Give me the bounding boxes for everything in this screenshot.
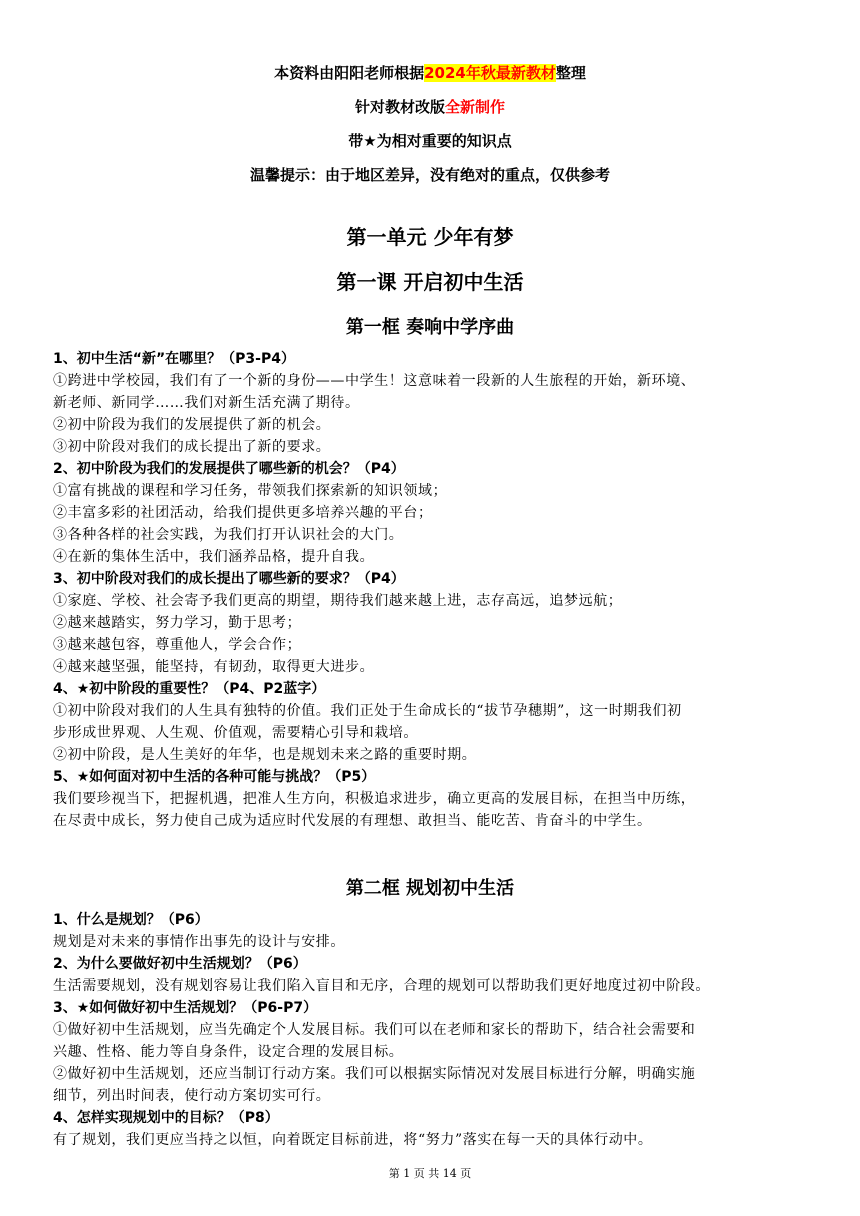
frame1-content [53, 348, 813, 832]
header-line-2 [0, 97, 860, 117]
question-heading: 4、怎样实现规划中的目标？（P8） [53, 1110, 279, 1126]
header-highlight: 2024年秋最新教材 [424, 64, 556, 82]
question-heading: 1、初中生活“新”在哪里？（P3-P4） [53, 351, 295, 367]
question-heading: 5、★如何面对初中生活的各种可能与挑战？（P5） [53, 769, 376, 785]
answer-line: ②初中阶段为我们的发展提供了新的机会。 [53, 417, 331, 433]
answer-line: 规划是对未来的事情作出事先的设计与安排。 [53, 934, 345, 950]
header-line-2-pre: 针对教材改版 [354, 98, 445, 116]
answer-line: ②丰富多彩的社团活动，给我们提供更多培养兴趣的平台； [53, 505, 433, 521]
answer-line: 生活需要规划，没有规划容易让我们陷入盲目和无序，合理的规划可以帮助我们更好地度过初中阶段。 [53, 978, 710, 994]
frame2-content [53, 909, 813, 1151]
answer-line: 有了规划，我们更应当持之以恒，向着既定目标前进，将“努力”落实在每一天的具体行动中。 [53, 1132, 653, 1148]
answer-line: 新老师、新同学……我们对新生活充满了期待。 [53, 395, 360, 411]
answer-line: ①做好初中生活规划，应当先确定个人发展目标。我们可以在老师和家长的帮助下，结合社会需要和 [53, 1022, 696, 1038]
question-heading: 1、什么是规划？（P6） [53, 912, 209, 928]
header-line-1-post: 整理 [555, 64, 586, 82]
header-line-3: 带★为相对重要的知识点 [348, 132, 512, 150]
answer-line: ②初中阶段，是人生美好的年华，也是规划未来之路的重要时期。 [53, 747, 477, 763]
question-heading: 3、初中阶段对我们的成长提出了哪些新的要求？（P4） [53, 571, 405, 587]
header-line-1 [0, 63, 860, 83]
answer-line: ①跨进中学校园，我们有了一个新的身份——中学生！这意味着一段新的人生旅程的开始，新环境、 [53, 373, 696, 389]
answer-line: ①富有挑战的课程和学习任务，带领我们探索新的知识领域； [53, 483, 448, 499]
header-line-4: 温馨提示：由于地区差异，没有绝对的重点，仅供参考 [249, 166, 610, 184]
answer-line: ③越来越包容，尊重他人，学会合作； [53, 637, 302, 653]
answer-line: 在尽责中成长，努力使自己成为适应时代发展的有理想、敢担当、能吃苦、肯奋斗的中学生。 [53, 813, 652, 829]
question-heading: 4、★初中阶段的重要性？（P4、P2蓝字） [53, 681, 326, 697]
answer-line: 细节，列出时间表，使行动方案切实可行。 [53, 1088, 331, 1104]
question-heading: 2、初中阶段为我们的发展提供了哪些新的机会？（P4） [53, 461, 405, 477]
answer-line: ②越来越踏实，努力学习，勤于思考； [53, 615, 302, 631]
frame2-title: 第二框 规划初中生活 [345, 878, 515, 899]
answer-line: ③各种各样的社会实践，为我们打开认识社会的大门。 [53, 527, 404, 543]
header-red-text: 全新制作 [445, 98, 506, 116]
question-heading: 3、★如何做好初中生活规划？（P6-P7） [53, 1000, 318, 1016]
answer-line: ①初中阶段对我们的人生具有独特的价值。我们正处于生命成长的“拔节孕穗期”，这一时期我们初 [53, 703, 682, 719]
page-footer: 第 1 页 共 14 页 [388, 1167, 472, 1180]
answer-line: ④在新的集体生活中，我们涵养品格，提升自我。 [53, 549, 375, 565]
answer-line: 步形成世界观、人生观、价值观，需要精心引导和栽培。 [53, 725, 418, 741]
lesson-title: 第一课 开启初中生活 [336, 270, 524, 294]
header-line-1-pre: 本资料由阳阳老师根据 [274, 64, 425, 82]
answer-line: ②做好初中生活规划，还应当制订行动方案。我们可以根据实际情况对发展目标进行分解，明确实施 [53, 1066, 696, 1082]
answer-line: 我们要珍视当下，把握机遇，把准人生方向，积极追求进步，确立更高的发展目标，在担当中历练， [53, 791, 696, 807]
answer-line: ④越来越坚强，能坚持，有韧劲，取得更大进步。 [53, 659, 375, 675]
unit-title: 第一单元 少年有梦 [346, 225, 514, 249]
answer-line: ①家庭、学校、社会寄予我们更高的期望，期待我们越来越上进，志存高远，追梦远航； [53, 593, 623, 609]
answer-line: 兴趣、性格、能力等自身条件，设定合理的发展目标。 [53, 1044, 404, 1060]
answer-line: ③初中阶段对我们的成长提出了新的要求。 [53, 439, 331, 455]
question-heading: 2、为什么要做好初中生活规划？（P6） [53, 956, 307, 972]
frame1-title: 第一框 奏响中学序曲 [345, 317, 515, 338]
